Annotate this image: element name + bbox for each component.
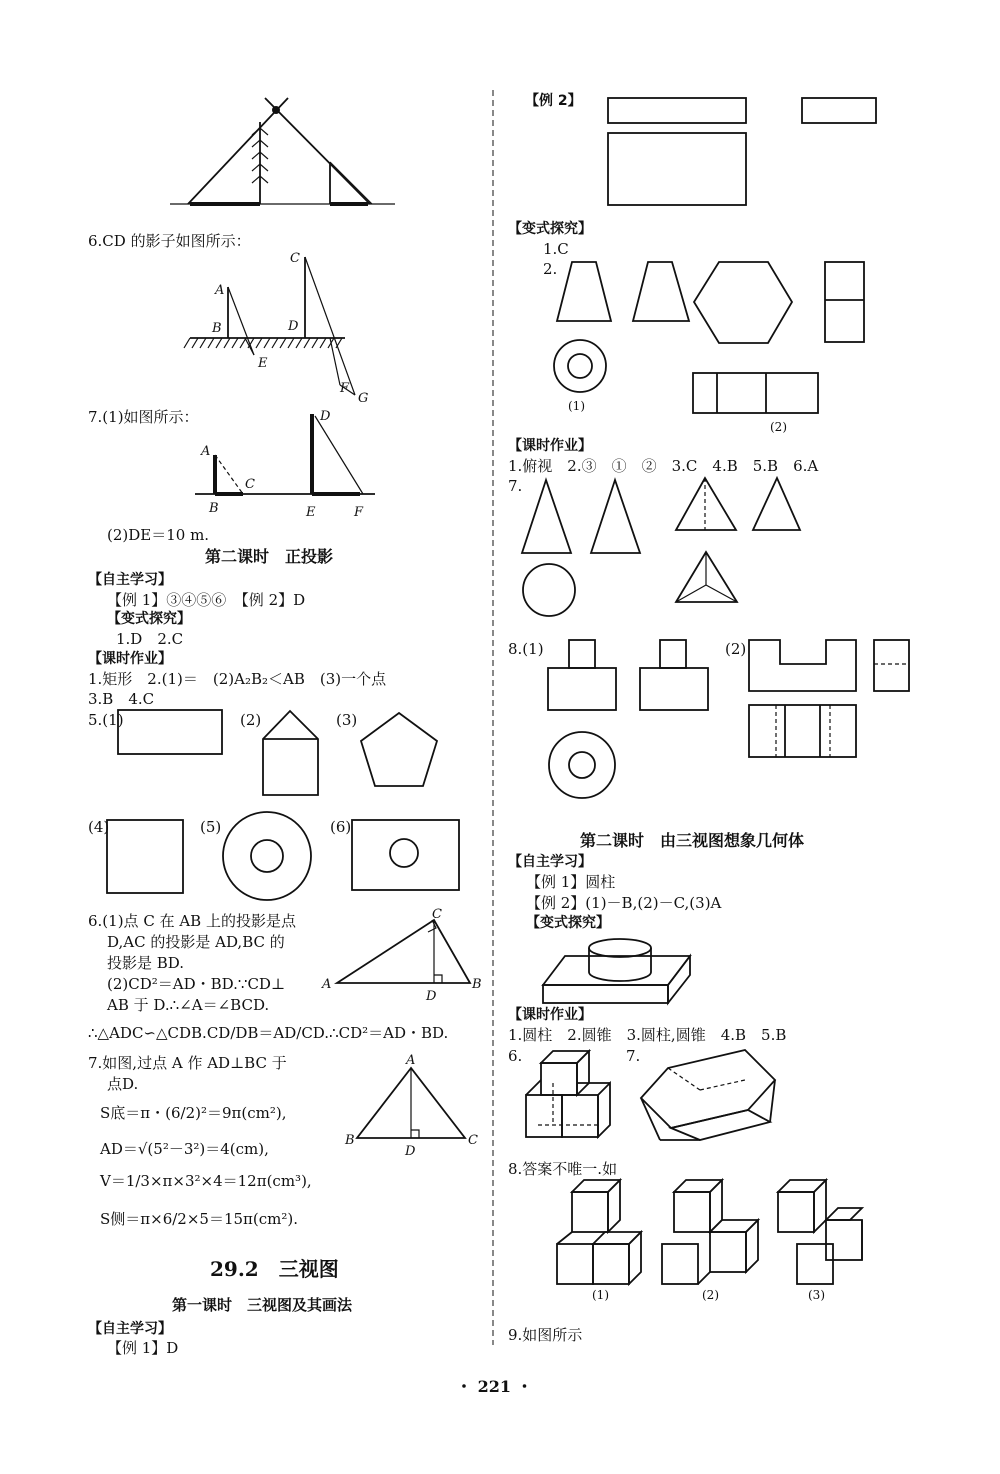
ex1b-answer: 【例 1】D [107,1339,179,1357]
r-zizhu: 【自主学习】 [508,854,592,870]
q5-4-label: (4) [88,818,110,836]
r-c1: (1) [592,1288,609,1302]
kk6-cubes [526,1051,610,1137]
svg-text:A: A [322,977,332,992]
zizhu-header-2: 【自主学习】 [88,1321,172,1337]
label-G: G [358,391,369,406]
q6e: AB 于 D.∴∠A＝∠BCD. [107,996,270,1014]
label-E: E [258,356,268,371]
q7d: AD＝√(5²－3²)＝4(cm), [100,1140,269,1158]
section-title-2: 第二课时 正投影 [205,547,334,566]
r-kk9: 9.如图所示 [508,1326,583,1344]
r-kk7: 7. [626,1047,641,1065]
q7-1-text: 7.(1)如图所示： [88,408,199,426]
label-C: C [290,251,300,266]
svg-text:D: D [405,1144,416,1159]
q5-6-label: (6) [330,818,352,836]
q6-shadow-figure [184,251,368,406]
svg-text:F: F [354,505,364,520]
q6-right-triangle [321,907,482,1004]
q5-5-label: (5) [200,818,222,836]
svg-text:A: A [406,1053,416,1068]
svg-text:D: D [320,409,331,424]
r-kk8: 8.答案不唯一.如 [508,1160,618,1178]
svg-text:B: B [472,977,482,992]
q7-shadow-figure [195,409,375,520]
q7e: V＝1/3×π×3²×4＝12π(cm³), [100,1172,312,1190]
svg-text:B: B [209,501,219,516]
label-F: F [340,381,350,396]
r-ex2b: 【例 2】(1)－B,(2)－C,(3)A [526,894,722,912]
keshi-header: 【课时作业】 [88,651,172,667]
r-kk1: 1.圆柱 2.圆锥 3.圆柱,圆锥 4.B 5.B [508,1026,787,1044]
q7f: S侧＝π×6/2×5＝15π(cm²). [100,1210,299,1228]
chapter-title: 29.2 三视图 [210,1257,339,1281]
r-sec2-title: 第二课时 由三视图想象几何体 [580,831,805,850]
keshi-line2: 3.B 4.C [88,690,155,708]
svg-text:C: C [432,907,442,922]
q7c: S底＝π・(6/2)²＝9π(cm²), [100,1104,287,1122]
k7-views [522,478,800,616]
label-A: A [215,283,225,298]
r-cap2: (2) [770,420,787,434]
r-ex2: 【例 2】 [525,93,582,109]
label-B: B [212,321,222,336]
ex1-ex2-answers: 【例 1】③④⑤⑥ 【例 2】D [107,591,306,609]
r-k8: 8.(1) [508,640,544,658]
q5-1-label: 5.(1) [88,711,124,729]
q7-isosceles-triangle [344,1053,478,1159]
q5-figures [107,710,459,900]
q5-3-label: (3) [336,711,358,729]
ex2-views [608,98,876,205]
q7b: 点D. [107,1075,139,1093]
r-keshi2: 【课时作业】 [508,1007,592,1023]
q6d: (2)CD²＝AD・BD.∵CD⊥ [107,975,286,993]
bianshi-answers: 1.D 2.C [116,630,184,648]
r-k7: 7. [508,477,523,495]
q6c: 投影是 BD. [107,954,185,972]
page-number: ・ 221 ・ [456,1377,533,1396]
r-kk6: 6. [508,1047,523,1065]
r-k1: 1.俯视 2.③ ① ② 3.C 4.B 5.B 6.A [508,457,819,475]
q5-2-label: (2) [240,711,262,729]
svg-text:B: B [345,1133,355,1148]
r-bianshi2: 【变式探究】 [526,915,610,931]
r-b2: 2. [543,260,558,278]
q6b: D,AC 的投影是 AD,BC 的 [107,933,285,951]
r-keshi: 【课时作业】 [508,438,592,454]
kk7-hex-prism [641,1050,775,1140]
q7-2-text: (2)DE＝10 m. [107,526,210,544]
svg-text:A: A [201,444,211,459]
r-k8b: (2) [725,640,747,658]
svg-text:C: C [468,1133,478,1148]
k8-views [548,640,909,798]
zizhu-header: 【自主学习】 [88,572,172,588]
q6a: 6.(1)点 C 在 AB 上的投影是点 [88,912,296,930]
label-D: D [288,319,299,334]
r-c3: (3) [808,1288,825,1302]
keshi-line1: 1.矩形 2.(1)＝ (2)A₂B₂＜AB (3)一个点 [88,670,387,688]
bianshi-header: 【变式探究】 [107,611,191,627]
r-bianshi: 【变式探究】 [508,221,592,237]
q7a: 7.如图,过点 A 作 AD⊥BC 于 [88,1054,287,1072]
r-ex1: 【例 1】圆柱 [526,873,616,891]
q6f: ∴△ADC∽△CDB.CD/DB＝AD/CD.∴CD²＝AD・BD. [88,1024,449,1042]
section-title-1: 第一课时 三视图及其画法 [172,1296,353,1314]
r-cap1: (1) [568,399,585,413]
q6-text: 6.CD 的影子如图所示： [88,232,251,250]
svg-text:D: D [426,989,437,1004]
kk8-cube-stacks [557,1180,862,1284]
svg-text:E: E [306,505,316,520]
r-b1: 1.C [543,240,569,258]
svg-text:C: C [245,477,255,492]
cylinder-on-block [543,939,690,1003]
light-source-figure [170,98,395,204]
r-c2: (2) [702,1288,719,1302]
bianshi-views [554,262,864,413]
